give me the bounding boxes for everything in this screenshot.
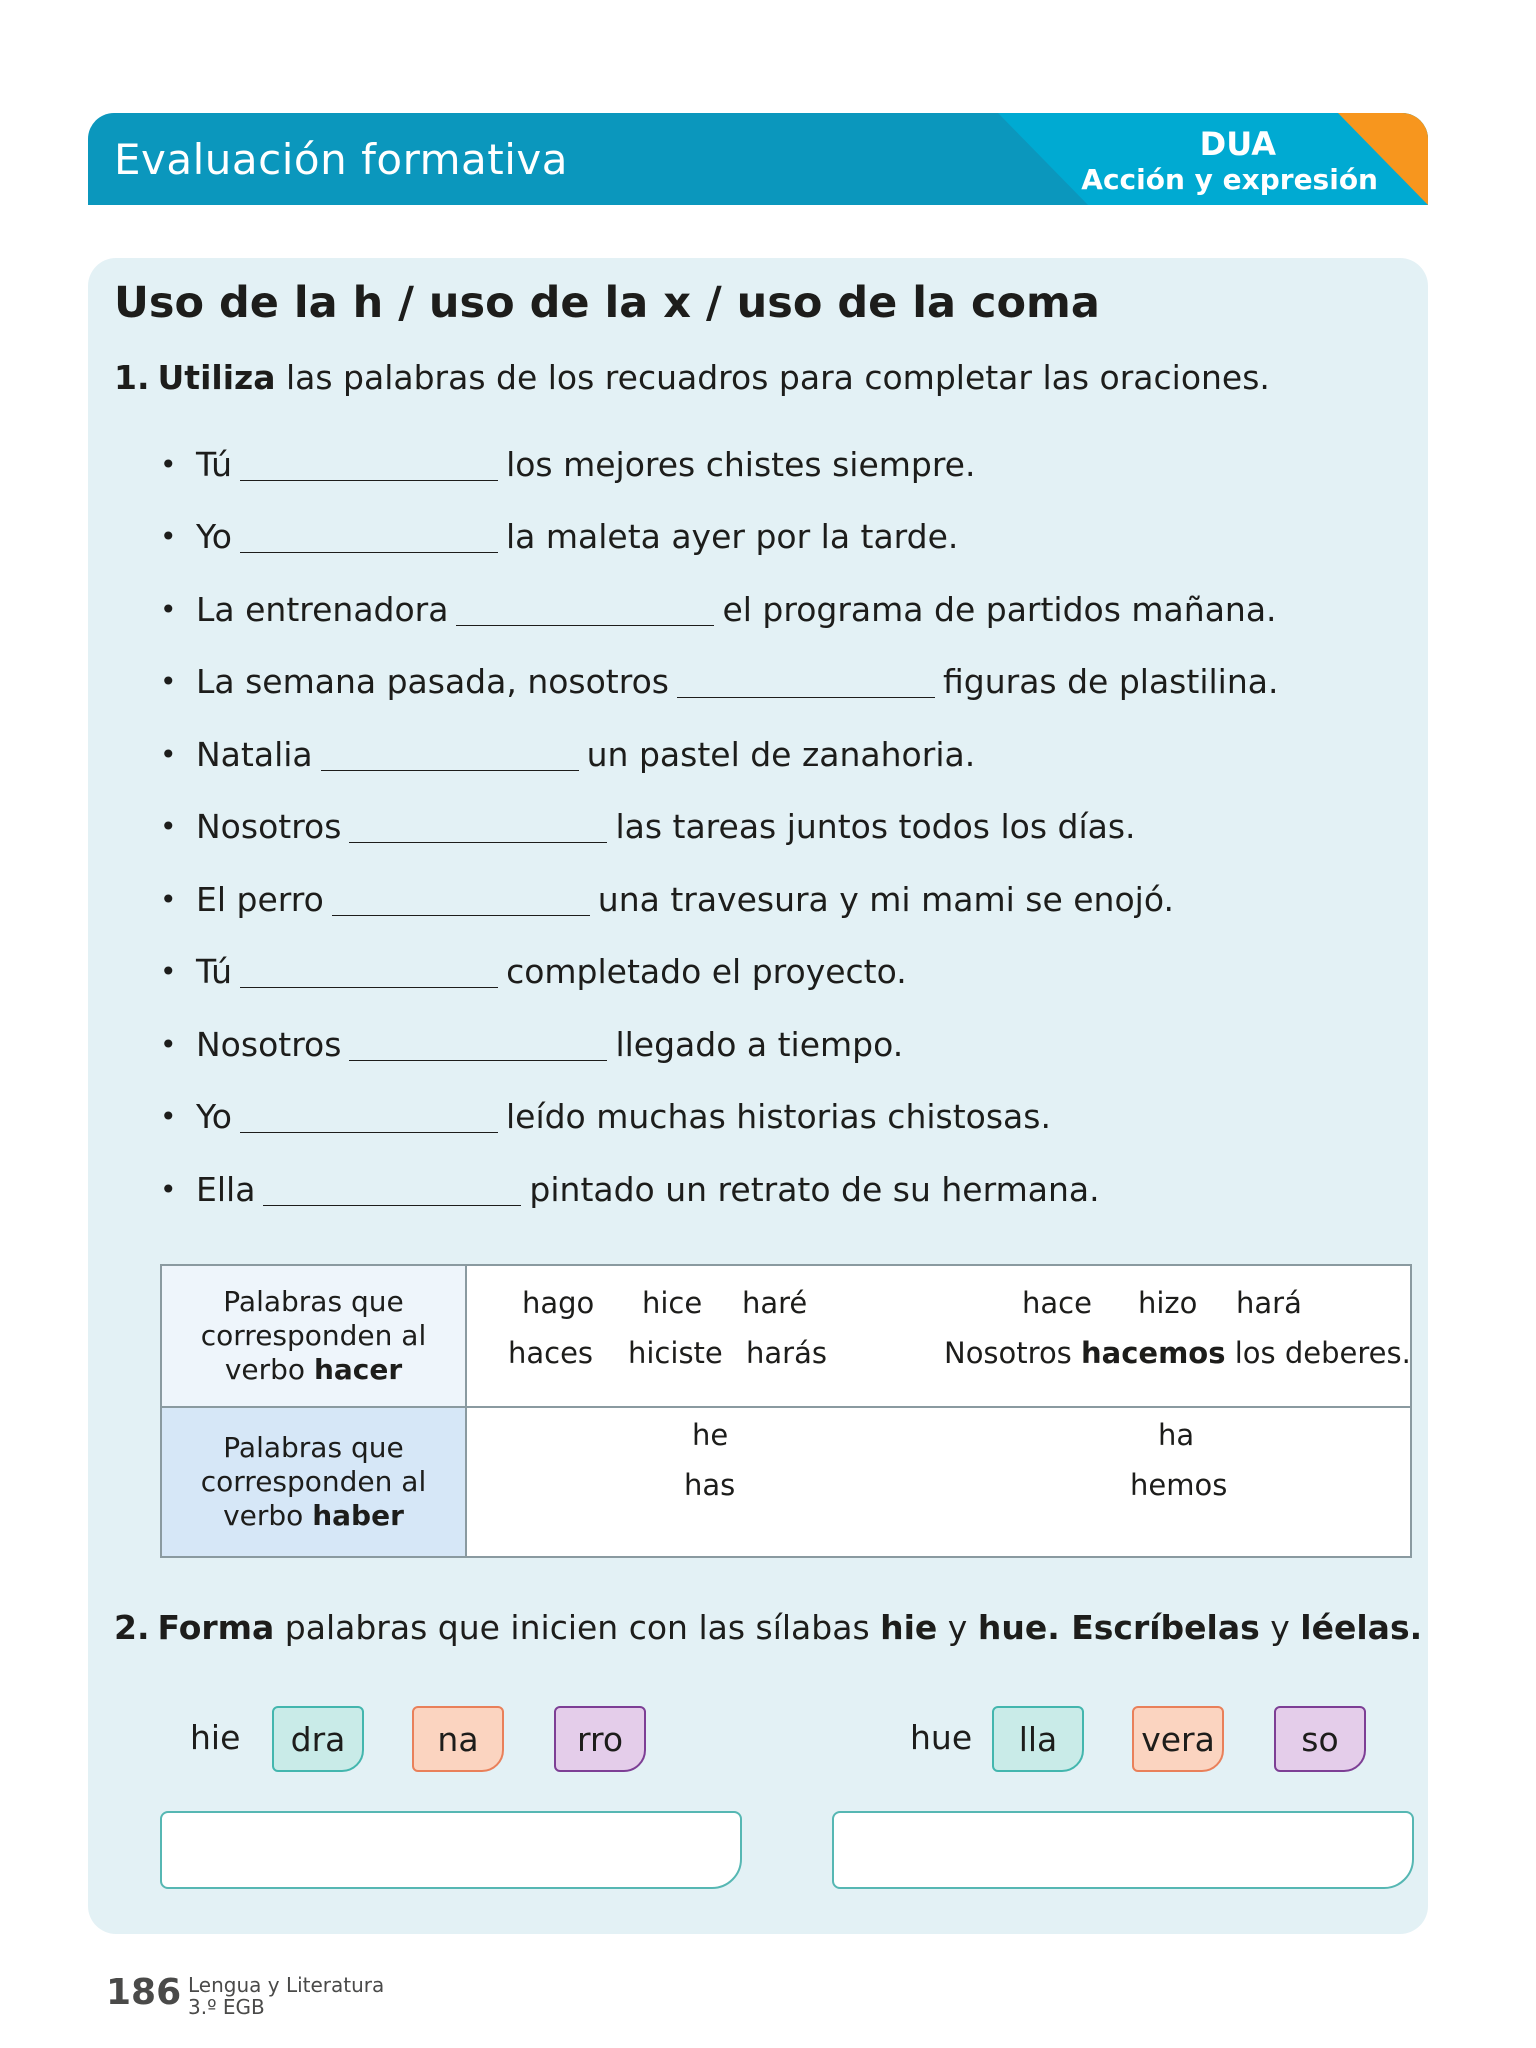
sentence-item [160, 791, 1360, 864]
answer-box-hie[interactable] [160, 1811, 742, 1889]
question-text: y [1259, 1608, 1301, 1647]
word: haces [508, 1336, 594, 1370]
sentence-item [160, 428, 1360, 501]
question-text: palabras que inicien con las sílabas [274, 1608, 881, 1647]
question-number: 1. [114, 358, 150, 397]
example-bold: hacemos [1081, 1336, 1226, 1370]
syllable-hie: hie [880, 1608, 938, 1647]
table-row-hacer [162, 1266, 1410, 1408]
sentence-end: un pastel de zanahoria. [586, 734, 976, 774]
sentence-end: figuras de plastilina. [942, 662, 1279, 702]
sentence-start: Tú [196, 444, 233, 484]
word: has [684, 1468, 736, 1502]
banner-title: Evaluación formativa [114, 135, 568, 184]
dua-subtitle: Acción y expresión [1081, 163, 1378, 196]
sentence-item [160, 936, 1360, 1009]
bullet-icon: • [160, 737, 177, 771]
dua-title: DUA [1199, 125, 1276, 163]
sentence-item [160, 573, 1360, 646]
question-text: y [937, 1608, 978, 1647]
bullet-icon: • [160, 592, 177, 626]
sentence-item [160, 1153, 1360, 1226]
word: hará [1236, 1286, 1302, 1320]
syllable-chip: dra [272, 1706, 364, 1772]
footer-subject [188, 1974, 384, 2018]
sentence-start: La entrenadora [196, 589, 449, 629]
bullet-icon: • [160, 1172, 177, 1206]
sentence-end: la maleta ayer por la tarde. [505, 517, 959, 557]
sentence-end: leído muchas historias chistosas. [505, 1097, 1051, 1137]
question-verb: Forma [157, 1608, 275, 1647]
sentence-end: las tareas juntos todos los días. [615, 807, 1136, 847]
syllable-chip: rro [554, 1706, 646, 1772]
word: harás [746, 1336, 827, 1370]
word: he [692, 1418, 729, 1452]
table-header-hacer [162, 1266, 467, 1406]
sentence-item [160, 863, 1360, 936]
question-verb: Escríbelas [1059, 1608, 1260, 1647]
syllable-label-hie: hie [190, 1718, 241, 1757]
answer-blank[interactable] [677, 665, 935, 698]
word: hizo [1138, 1286, 1198, 1320]
word: ha [1158, 1418, 1195, 1452]
sentence-start: Tú [196, 952, 233, 992]
sentence-list [160, 428, 1360, 1226]
answer-blank[interactable] [240, 1100, 498, 1133]
syllable-hue: hue. [977, 1608, 1060, 1647]
syllable-chip: lla [992, 1706, 1084, 1772]
answer-blank[interactable] [263, 1173, 521, 1206]
syllable-chip: vera [1132, 1706, 1224, 1772]
answer-blank[interactable] [240, 520, 498, 553]
word: hiciste [628, 1336, 723, 1370]
bullet-icon: • [160, 1100, 177, 1134]
sentence-item [160, 1008, 1360, 1081]
word: haré [742, 1286, 808, 1320]
example-sentence [944, 1336, 1411, 1370]
header-label: Palabras que corresponden al verbo [200, 1431, 427, 1532]
answer-blank[interactable] [240, 448, 498, 481]
bullet-icon: • [160, 665, 177, 699]
dua-tag [998, 113, 1428, 205]
word: hice [642, 1286, 703, 1320]
word: hace [1022, 1286, 1092, 1320]
table-row-haber [162, 1408, 1410, 1556]
page-number: 186 [106, 1972, 182, 2013]
answer-blank[interactable] [349, 1028, 607, 1061]
syllable-chip: so [1274, 1706, 1366, 1772]
question-text: las palabras de los recuadros para completar las oraciones. [275, 358, 1270, 397]
sentence-item [160, 1081, 1360, 1154]
bullet-icon: • [160, 882, 177, 916]
sentence-item [160, 646, 1360, 719]
sentence-start: Ella [196, 1169, 256, 1209]
sentence-start: Natalia [196, 734, 313, 774]
word-table [160, 1264, 1412, 1558]
grade-level: 3.º EGB [188, 1995, 265, 2019]
question-2-prompt [114, 1608, 1422, 1647]
question-verb: Utiliza [157, 358, 276, 397]
exercise-panel [88, 258, 1428, 1934]
example-suffix: los deberes. [1225, 1336, 1411, 1370]
header-verb: haber [312, 1499, 404, 1532]
section-banner [88, 113, 1428, 205]
subject-name: Lengua y Literatura [188, 1973, 385, 1997]
question-verb: léelas. [1300, 1608, 1423, 1647]
sentence-start: Nosotros [196, 807, 342, 847]
example-prefix: Nosotros [944, 1336, 1082, 1370]
sentence-end: una travesura y mi mami se enojó. [597, 879, 1174, 919]
sentence-item [160, 718, 1360, 791]
bullet-icon: • [160, 1027, 177, 1061]
answer-blank[interactable] [456, 593, 714, 626]
sentence-start: La semana pasada, nosotros [196, 662, 669, 702]
answer-blank[interactable] [332, 883, 590, 916]
sentence-item [160, 501, 1360, 574]
bullet-icon: • [160, 447, 177, 481]
word: hago [522, 1286, 595, 1320]
bullet-icon: • [160, 955, 177, 989]
sentence-start: El perro [196, 879, 324, 919]
bullet-icon: • [160, 810, 177, 844]
sentence-end: llegado a tiempo. [615, 1024, 904, 1064]
sentence-start: Nosotros [196, 1024, 342, 1064]
answer-blank[interactable] [349, 810, 607, 843]
bullet-icon: • [160, 520, 177, 554]
answer-blank[interactable] [240, 955, 498, 988]
sentence-start: Yo [196, 517, 232, 557]
sentence-start: Yo [196, 1097, 232, 1137]
sentence-end: el programa de partidos mañana. [722, 589, 1277, 629]
sentence-end: completado el proyecto. [506, 952, 907, 992]
header-label: Palabras que corresponden al verbo [200, 1285, 427, 1386]
question-1-prompt [114, 358, 1270, 397]
syllable-chip: na [412, 1706, 504, 1772]
section-title: Uso de la h / uso de la x / uso de la coma [114, 278, 1100, 328]
answer-blank[interactable] [321, 738, 579, 771]
sentence-end: los mejores chistes siempre. [506, 444, 976, 484]
syllable-label-hue: hue [910, 1718, 973, 1757]
header-verb: hacer [313, 1353, 403, 1386]
answer-box-hue[interactable] [832, 1811, 1414, 1889]
table-header-haber [162, 1408, 467, 1556]
word: hemos [1130, 1468, 1228, 1502]
question-number: 2. [114, 1608, 150, 1647]
sentence-end: pintado un retrato de su hermana. [529, 1169, 1100, 1209]
